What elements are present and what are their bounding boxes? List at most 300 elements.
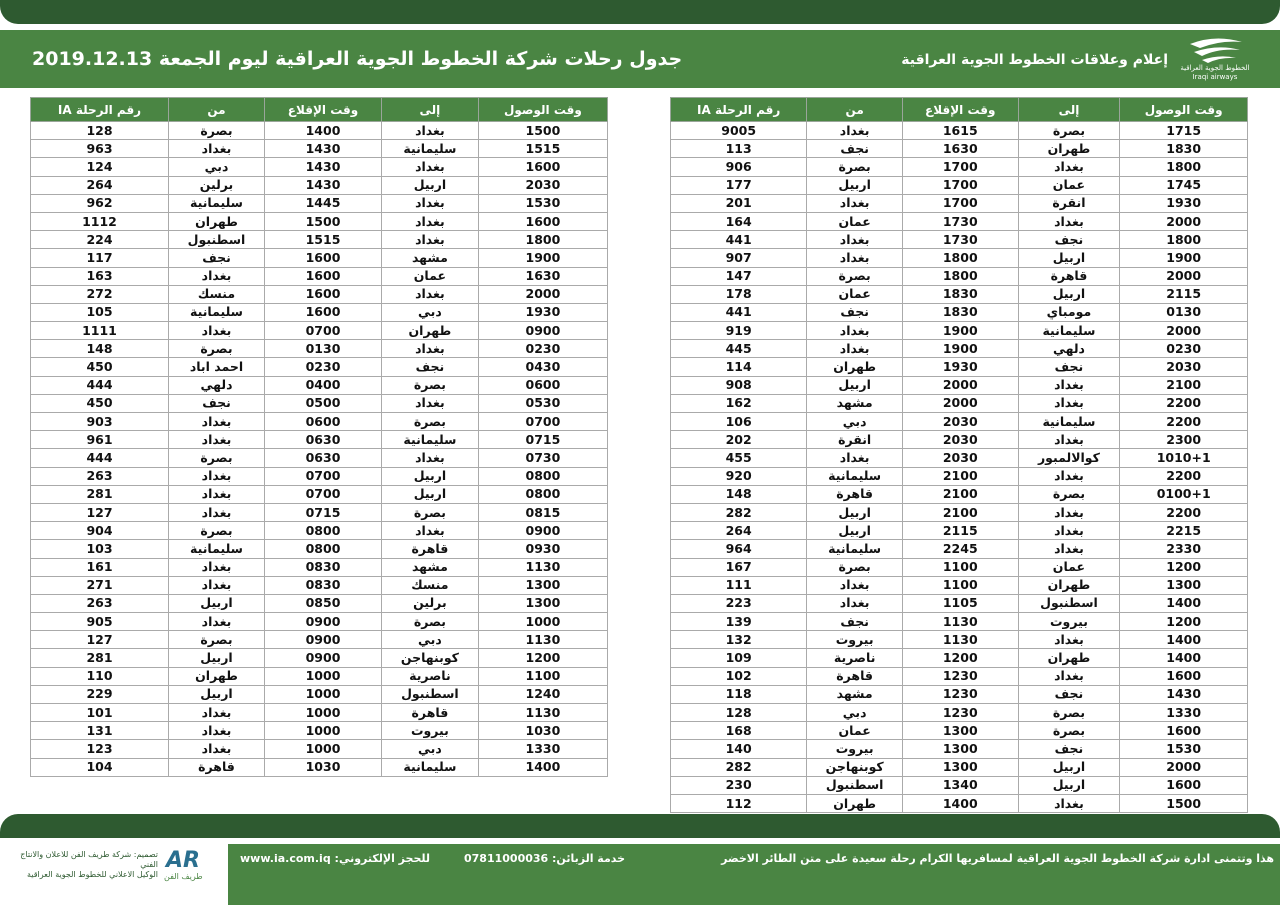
table-row xyxy=(31,285,608,303)
cell-flight-number: 177 xyxy=(671,176,807,194)
cell-destination: قاهرة xyxy=(1018,267,1120,285)
cell-departure-time: 1400 xyxy=(265,122,382,140)
cell-origin: احمد اباد xyxy=(168,358,264,376)
cell-destination: قاهرة xyxy=(382,704,479,722)
cell-destination: بغداد xyxy=(1018,376,1120,394)
table-row xyxy=(671,503,1248,521)
cell-destination: بغداد xyxy=(382,158,479,176)
cell-flight-number: 202 xyxy=(671,431,807,449)
cell-flight-number: 964 xyxy=(671,540,807,558)
cell-departure-time: 0900 xyxy=(265,649,382,667)
cell-arrival-time: 2200 xyxy=(1120,394,1248,412)
cell-arrival-time: 1600 xyxy=(478,158,607,176)
table-row xyxy=(31,322,608,340)
cell-origin: سليمانية xyxy=(807,467,903,485)
table-row xyxy=(31,194,608,212)
cell-origin: بغداد xyxy=(807,449,903,467)
table-row xyxy=(671,722,1248,740)
cell-departure-time: 1600 xyxy=(265,303,382,321)
cell-departure-time: 0900 xyxy=(265,613,382,631)
cell-origin: بصرة xyxy=(807,158,903,176)
cell-arrival-time: 2000 xyxy=(478,285,607,303)
cell-arrival-time: 1630 xyxy=(478,267,607,285)
cell-origin: عمان xyxy=(807,212,903,230)
cell-flight-number: 230 xyxy=(671,776,807,794)
table-row xyxy=(31,540,608,558)
cell-flight-number: 271 xyxy=(31,576,169,594)
cell-arrival-time: 0100+1 xyxy=(1120,485,1248,503)
cell-departure-time: 1130 xyxy=(902,631,1018,649)
booking-website: www.ia.com.iq :للحجز الإلكتروني xyxy=(240,852,431,865)
cell-origin: سليمانية xyxy=(168,194,264,212)
cell-origin: بغداد xyxy=(807,594,903,612)
cell-destination: سليمانية xyxy=(1018,322,1120,340)
cell-origin: بيروت xyxy=(807,631,903,649)
cell-departure-time: 1000 xyxy=(265,722,382,740)
cell-arrival-time: 1010+1 xyxy=(1120,449,1248,467)
cell-departure-time: 1230 xyxy=(902,704,1018,722)
cell-origin: بصرة xyxy=(168,340,264,358)
table-row xyxy=(671,558,1248,576)
cell-origin: بغداد xyxy=(168,558,264,576)
table-row xyxy=(31,467,608,485)
cell-departure-time: 1230 xyxy=(902,685,1018,703)
table-row xyxy=(671,522,1248,540)
cell-arrival-time: 2000 xyxy=(1120,212,1248,230)
cell-departure-time: 2245 xyxy=(902,540,1018,558)
cell-origin: مشهد xyxy=(807,685,903,703)
cell-origin: عمان xyxy=(807,285,903,303)
cell-destination: عمان xyxy=(382,267,479,285)
cell-arrival-time: 1900 xyxy=(1120,249,1248,267)
cell-origin: اربيل xyxy=(807,176,903,194)
cell-departure-time: 1800 xyxy=(902,267,1018,285)
table-row xyxy=(671,394,1248,412)
cell-departure-time: 2000 xyxy=(902,394,1018,412)
cell-departure-time: 2100 xyxy=(902,485,1018,503)
table-row xyxy=(31,685,608,703)
cell-arrival-time: 1745 xyxy=(1120,176,1248,194)
bottom-decor-bar xyxy=(0,814,1280,838)
cell-origin: نجف xyxy=(807,140,903,158)
cell-destination: طهران xyxy=(382,322,479,340)
cell-departure-time: 1300 xyxy=(902,740,1018,758)
flight-table-left xyxy=(30,97,608,777)
cell-origin: بصرة xyxy=(807,267,903,285)
cell-flight-number: 101 xyxy=(31,704,169,722)
cell-arrival-time: 1600 xyxy=(1120,722,1248,740)
cell-flight-number: 264 xyxy=(31,176,169,194)
cell-origin: دلهي xyxy=(168,376,264,394)
cell-destination: بغداد xyxy=(1018,540,1120,558)
table-row xyxy=(31,303,608,321)
cell-destination: اربيل xyxy=(382,176,479,194)
cell-flight-number: 163 xyxy=(31,267,169,285)
cell-destination: بغداد xyxy=(1018,503,1120,521)
cell-destination: بغداد xyxy=(1018,158,1120,176)
cell-destination: طهران xyxy=(1018,649,1120,667)
cell-flight-number: 908 xyxy=(671,376,807,394)
cell-departure-time: 1830 xyxy=(902,285,1018,303)
cell-arrival-time: 1200 xyxy=(1120,613,1248,631)
cell-flight-number: 9005 xyxy=(671,122,807,140)
cell-flight-number: 961 xyxy=(31,431,169,449)
credit-line-1: تصميم: شركة طريف الفن للاعلان والانتاج الفني xyxy=(20,850,158,869)
cell-arrival-time: 2200 xyxy=(1120,413,1248,431)
cell-departure-time: 0700 xyxy=(265,485,382,503)
cell-origin: اربيل xyxy=(168,685,264,703)
cell-destination: بصرة xyxy=(382,613,479,631)
cell-departure-time: 0230 xyxy=(265,358,382,376)
cell-arrival-time: 2100 xyxy=(1120,376,1248,394)
cell-arrival-time: 2115 xyxy=(1120,285,1248,303)
cell-origin: بصرة xyxy=(168,631,264,649)
cell-origin: بغداد xyxy=(807,576,903,594)
cell-destination: بيروت xyxy=(1018,613,1120,631)
cell-origin: بغداد xyxy=(168,722,264,740)
cell-departure-time: 1615 xyxy=(902,122,1018,140)
cell-flight-number: 127 xyxy=(31,503,169,521)
cell-arrival-time: 0430 xyxy=(478,358,607,376)
cell-origin: انقرة xyxy=(807,431,903,449)
cell-arrival-time: 1300 xyxy=(478,576,607,594)
cell-destination: بصرة xyxy=(382,376,479,394)
table-row xyxy=(671,485,1248,503)
cell-flight-number: 131 xyxy=(31,722,169,740)
cell-flight-number: 907 xyxy=(671,249,807,267)
cell-destination: بصرة xyxy=(1018,722,1120,740)
table-row xyxy=(671,267,1248,285)
cell-flight-number: 455 xyxy=(671,449,807,467)
cell-departure-time: 1030 xyxy=(265,758,382,776)
logo-text-ar: الخطوط الجوية العراقية xyxy=(1180,64,1250,72)
cell-destination: بصرة xyxy=(1018,122,1120,140)
cell-flight-number: 162 xyxy=(671,394,807,412)
table-row xyxy=(671,467,1248,485)
cell-flight-number: 167 xyxy=(671,558,807,576)
cell-destination: بصرة xyxy=(1018,704,1120,722)
cell-destination: اسطنبول xyxy=(382,685,479,703)
cell-destination: اسطنبول xyxy=(1018,594,1120,612)
cell-arrival-time: 0230 xyxy=(1120,340,1248,358)
cell-origin: دبي xyxy=(168,158,264,176)
cell-departure-time: 1730 xyxy=(902,212,1018,230)
col-from: من xyxy=(168,98,264,122)
cell-departure-time: 0400 xyxy=(265,376,382,394)
table-row xyxy=(31,376,608,394)
cell-departure-time: 0700 xyxy=(265,467,382,485)
cell-destination: دبي xyxy=(382,303,479,321)
cell-flight-number: 224 xyxy=(31,231,169,249)
table-row xyxy=(671,249,1248,267)
cell-flight-number: 147 xyxy=(671,267,807,285)
table-row xyxy=(671,794,1248,812)
table-row xyxy=(31,758,608,776)
cell-departure-time: 2030 xyxy=(902,449,1018,467)
table-row xyxy=(31,394,608,412)
cell-arrival-time: 1000 xyxy=(478,613,607,631)
cell-departure-time: 1300 xyxy=(902,722,1018,740)
cell-departure-time: 1700 xyxy=(902,176,1018,194)
cell-destination: دبي xyxy=(382,631,479,649)
cell-destination: بصرة xyxy=(1018,485,1120,503)
cell-origin: بغداد xyxy=(168,322,264,340)
cell-flight-number: 906 xyxy=(671,158,807,176)
footer-message: هذا وتتمنى ادارة شركة الخطوط الجوية العراقية لمسافريها الكرام رحلة سعيدة على متن الطائر الاخضر xyxy=(721,852,1274,865)
cell-destination: سليمانية xyxy=(382,758,479,776)
flight-table-left-body xyxy=(31,122,608,777)
col-to: إلى xyxy=(1018,98,1120,122)
cell-arrival-time: 1430 xyxy=(1120,685,1248,703)
cell-departure-time: 1900 xyxy=(902,322,1018,340)
cell-arrival-time: 1400 xyxy=(478,758,607,776)
cell-arrival-time: 0530 xyxy=(478,394,607,412)
cell-departure-time: 1630 xyxy=(902,140,1018,158)
cell-origin: بصرة xyxy=(807,558,903,576)
cell-flight-number: 444 xyxy=(31,449,169,467)
credit-line-2: الوكيل الاعلاني للخطوط الجوية العراقية xyxy=(27,870,158,879)
cell-origin: مشهد xyxy=(807,394,903,412)
cell-flight-number: 229 xyxy=(31,685,169,703)
table-row xyxy=(31,576,608,594)
cell-arrival-time: 1500 xyxy=(478,122,607,140)
cell-arrival-time: 1400 xyxy=(1120,631,1248,649)
cell-destination: بغداد xyxy=(382,231,479,249)
col-to: إلى xyxy=(382,98,479,122)
cell-origin: بغداد xyxy=(168,140,264,158)
cell-origin: بغداد xyxy=(168,485,264,503)
table-row xyxy=(671,231,1248,249)
page-title: جدول رحلات شركة الخطوط الجوية العراقية ليوم الجمعة 2019.12.13 xyxy=(32,48,683,70)
cell-arrival-time: 1300 xyxy=(1120,576,1248,594)
cell-origin: بغداد xyxy=(807,340,903,358)
ar-design-logo xyxy=(160,848,226,886)
cell-origin: اربيل xyxy=(807,503,903,521)
cell-departure-time: 1300 xyxy=(902,758,1018,776)
cell-arrival-time: 2000 xyxy=(1120,322,1248,340)
cell-arrival-time: 1800 xyxy=(1120,158,1248,176)
cell-destination: بغداد xyxy=(382,194,479,212)
cell-arrival-time: 0800 xyxy=(478,485,607,503)
ar-logo-sub: طريف الفن xyxy=(164,872,203,881)
cell-arrival-time: 0700 xyxy=(478,413,607,431)
col-arrival: وقت الوصول xyxy=(478,98,607,122)
cell-origin: بغداد xyxy=(168,740,264,758)
cell-origin: ناصرية xyxy=(807,649,903,667)
cell-origin: بغداد xyxy=(807,249,903,267)
table-row xyxy=(31,122,608,140)
cell-origin: طهران xyxy=(807,794,903,812)
cell-flight-number: 264 xyxy=(671,522,807,540)
cell-departure-time: 0830 xyxy=(265,558,382,576)
table-row xyxy=(31,212,608,230)
cell-destination: نجف xyxy=(1018,358,1120,376)
cell-origin: منسك xyxy=(168,285,264,303)
cell-flight-number: 124 xyxy=(31,158,169,176)
ar-logo-letters: AR xyxy=(166,848,200,873)
cell-flight-number: 905 xyxy=(31,613,169,631)
table-row xyxy=(671,194,1248,212)
cell-flight-number: 161 xyxy=(31,558,169,576)
cell-destination: اربيل xyxy=(1018,776,1120,794)
cell-destination: بصرة xyxy=(382,503,479,521)
cell-destination: انقرة xyxy=(1018,194,1120,212)
table-row xyxy=(671,704,1248,722)
cell-destination: سليمانية xyxy=(382,431,479,449)
cell-destination: كوبنهاجن xyxy=(382,649,479,667)
cell-arrival-time: 2000 xyxy=(1120,758,1248,776)
table-row xyxy=(31,740,608,758)
table-row xyxy=(671,376,1248,394)
cell-destination: قاهرة xyxy=(382,540,479,558)
flight-table-right xyxy=(670,97,1248,813)
cell-flight-number: 281 xyxy=(31,485,169,503)
cell-departure-time: 0600 xyxy=(265,413,382,431)
cell-flight-number: 123 xyxy=(31,740,169,758)
table-row xyxy=(31,485,608,503)
cell-origin: نجف xyxy=(807,303,903,321)
cell-arrival-time: 1130 xyxy=(478,704,607,722)
cell-arrival-time: 2030 xyxy=(478,176,607,194)
cell-flight-number: 920 xyxy=(671,467,807,485)
table-header-row xyxy=(31,98,608,122)
table-row xyxy=(671,649,1248,667)
cell-origin: طهران xyxy=(807,358,903,376)
table-row xyxy=(31,503,608,521)
cell-origin: بغداد xyxy=(807,194,903,212)
cell-departure-time: 1100 xyxy=(902,576,1018,594)
cell-departure-time: 1430 xyxy=(265,158,382,176)
table-row xyxy=(671,413,1248,431)
table-row xyxy=(31,631,608,649)
cell-origin: نجف xyxy=(168,394,264,412)
cell-arrival-time: 2330 xyxy=(1120,540,1248,558)
cell-destination: نجف xyxy=(382,358,479,376)
table-row xyxy=(671,631,1248,649)
cell-arrival-time: 1600 xyxy=(478,212,607,230)
cell-origin: طهران xyxy=(168,667,264,685)
cell-destination: اربيل xyxy=(1018,285,1120,303)
cell-origin: برلين xyxy=(168,176,264,194)
table-row xyxy=(31,140,608,158)
cell-destination: بغداد xyxy=(1018,522,1120,540)
cell-flight-number: 127 xyxy=(31,631,169,649)
cell-departure-time: 1800 xyxy=(902,249,1018,267)
cell-departure-time: 1500 xyxy=(265,212,382,230)
table-row xyxy=(671,758,1248,776)
cell-origin: بغداد xyxy=(168,613,264,631)
cell-arrival-time: 1800 xyxy=(478,231,607,249)
cell-departure-time: 2030 xyxy=(902,413,1018,431)
table-row xyxy=(31,667,608,685)
cell-origin: دبي xyxy=(807,704,903,722)
cell-arrival-time: 1800 xyxy=(1120,231,1248,249)
cell-origin: قاهرة xyxy=(807,485,903,503)
cell-arrival-time: 1500 xyxy=(1120,794,1248,812)
table-row xyxy=(671,776,1248,794)
col-departure: وقت الإقلاع xyxy=(902,98,1018,122)
table-row xyxy=(671,740,1248,758)
cell-arrival-time: 1515 xyxy=(478,140,607,158)
cell-destination: طهران xyxy=(1018,140,1120,158)
customer-service: خدمة الزبائن: 07811000036 xyxy=(464,852,626,865)
bird-logo-icon xyxy=(1180,36,1250,66)
cell-destination: منسك xyxy=(382,576,479,594)
cell-destination: اربيل xyxy=(382,467,479,485)
cell-arrival-time: 2215 xyxy=(1120,522,1248,540)
cell-flight-number: 962 xyxy=(31,194,169,212)
cell-departure-time: 2000 xyxy=(902,376,1018,394)
table-row xyxy=(31,594,608,612)
cell-departure-time: 0830 xyxy=(265,576,382,594)
cell-arrival-time: 1930 xyxy=(1120,194,1248,212)
design-credit xyxy=(10,848,226,888)
cell-flight-number: 105 xyxy=(31,303,169,321)
cell-flight-number: 128 xyxy=(671,704,807,722)
cell-departure-time: 1105 xyxy=(902,594,1018,612)
cell-arrival-time: 1715 xyxy=(1120,122,1248,140)
cell-flight-number: 109 xyxy=(671,649,807,667)
cell-departure-time: 2030 xyxy=(902,431,1018,449)
cell-destination: بغداد xyxy=(382,449,479,467)
cell-origin: بغداد xyxy=(807,322,903,340)
cell-flight-number: 106 xyxy=(671,413,807,431)
cell-flight-number: 113 xyxy=(671,140,807,158)
cell-flight-number: 963 xyxy=(31,140,169,158)
cell-origin: دبي xyxy=(807,413,903,431)
cell-departure-time: 1600 xyxy=(265,267,382,285)
cell-departure-time: 2100 xyxy=(902,467,1018,485)
cell-departure-time: 1100 xyxy=(902,558,1018,576)
cell-origin: سليمانية xyxy=(168,540,264,558)
cell-arrival-time: 1400 xyxy=(1120,594,1248,612)
table-row xyxy=(671,176,1248,194)
cell-arrival-time: 1930 xyxy=(478,303,607,321)
table-row xyxy=(31,449,608,467)
cell-flight-number: 164 xyxy=(671,212,807,230)
cell-destination: بغداد xyxy=(382,285,479,303)
cell-destination: دلهي xyxy=(1018,340,1120,358)
cell-origin: بغداد xyxy=(168,467,264,485)
table-row xyxy=(671,685,1248,703)
table-row xyxy=(31,413,608,431)
table-row xyxy=(31,176,608,194)
cell-flight-number: 102 xyxy=(671,667,807,685)
cell-destination: برلين xyxy=(382,594,479,612)
cell-destination: اربيل xyxy=(382,485,479,503)
table-row xyxy=(31,231,608,249)
cell-flight-number: 441 xyxy=(671,231,807,249)
col-from: من xyxy=(807,98,903,122)
cell-origin: بغداد xyxy=(168,431,264,449)
cell-flight-number: 904 xyxy=(31,522,169,540)
cell-flight-number: 114 xyxy=(671,358,807,376)
cell-departure-time: 0850 xyxy=(265,594,382,612)
cell-arrival-time: 2200 xyxy=(1120,503,1248,521)
cell-flight-number: 148 xyxy=(671,485,807,503)
cell-destination: سليمانية xyxy=(382,140,479,158)
cell-flight-number: 168 xyxy=(671,722,807,740)
cell-departure-time: 1430 xyxy=(265,176,382,194)
cell-flight-number: 104 xyxy=(31,758,169,776)
cell-arrival-time: 0730 xyxy=(478,449,607,467)
cell-destination: مشهد xyxy=(382,558,479,576)
cell-destination: بغداد xyxy=(1018,212,1120,230)
cell-arrival-time: 1130 xyxy=(478,631,607,649)
cell-origin: عمان xyxy=(807,722,903,740)
cell-origin: بيروت xyxy=(807,740,903,758)
cell-destination: بغداد xyxy=(1018,631,1120,649)
